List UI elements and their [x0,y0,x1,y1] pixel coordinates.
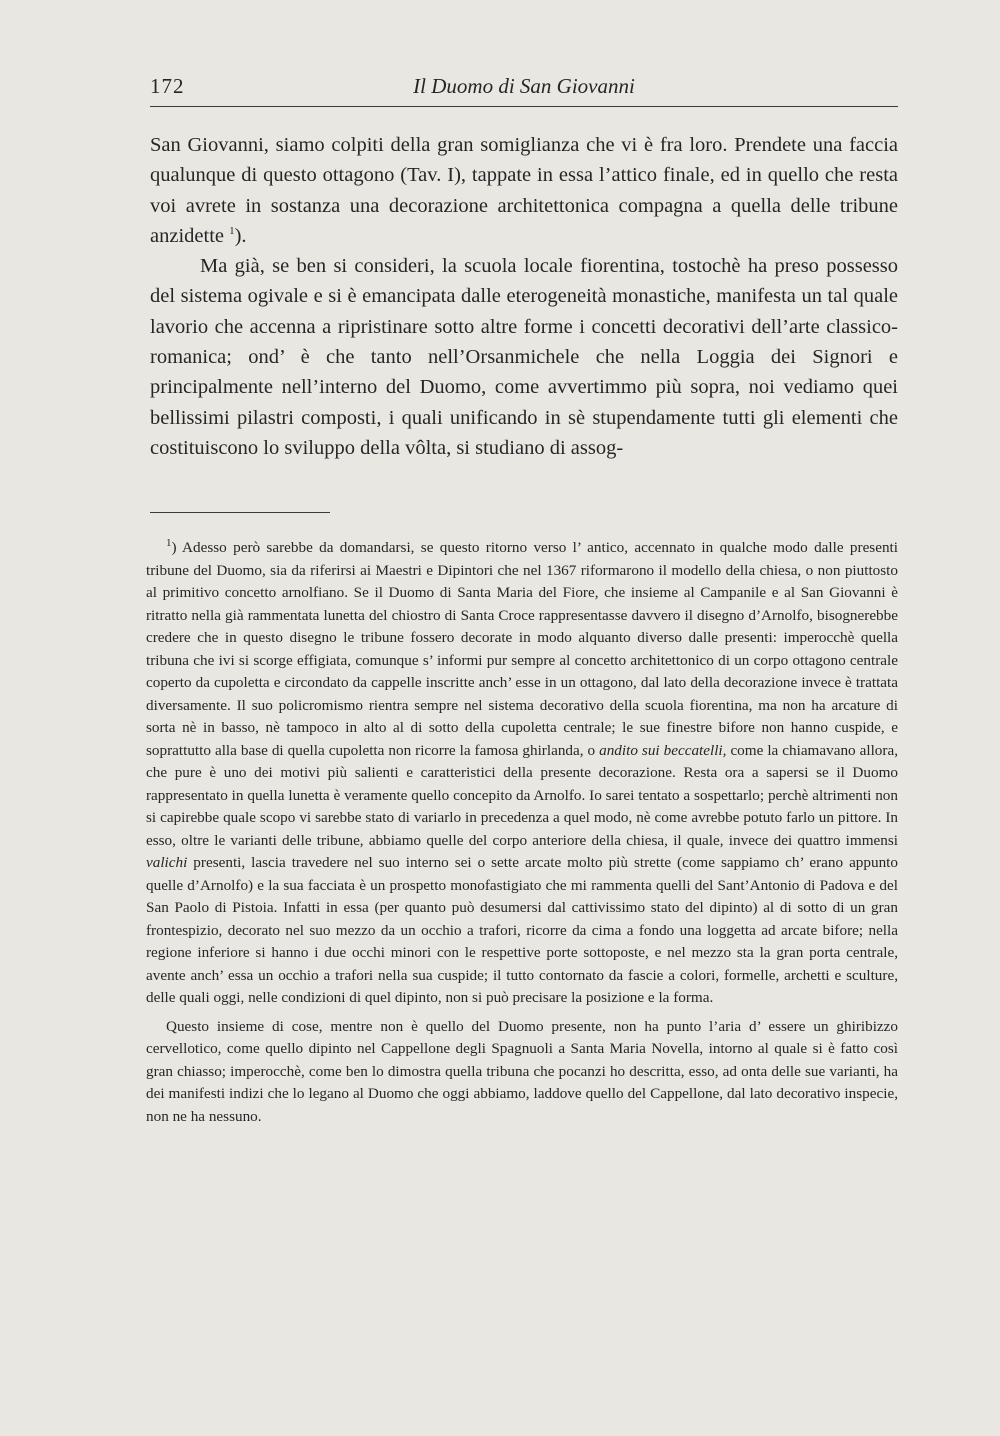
page-number: 172 [150,74,185,98]
footnote-continuation: Questo insieme di cose, mentre non è quello del Duomo presente, non ha punto l’aria d’ essere un ghiribizzo cervellotico, come quello dipinto nel Cappellone degli Spagnuoli a Santa Maria Novella, intorno al quale si è fatto così gran chiasso; imperocchè, come ben lo dimostra quella tribuna che pocanzi ho descritta, esso, ad onta delle sue varianti, ha dei manifesti indizi che lo legano al Duomo che oggi abbiamo, laddove quello del Cappellone, dal lato decorativo inspecie, non ne ha nessuno. [146,1017,898,1125]
footnote-section [146,537,898,1128]
footnote-italic-2: valichi [146,854,188,871]
footnote-reference: 1 [229,225,235,238]
footnote-text-part-3: presenti, lascia travedere nel suo interno sei o sette arcate molto più strette (come sappiamo ch’ erano appunto quelle d’Arnolfo) e la sua facciata è un prospetto monofastigiato che mi rammenta quelli del Sant’Antonio di Padova e del San Paolo di Pistoia. Infatti in essa (per quanto può desumersi dal cattivissimo stato del dipinto) al di sotto di un gran frontespizio, decorato nel suo mezzo da un occhio a trafori, ricorre da cima a fondo una loggetta ad arcate bifore; nella regione inferiore si hanno i due occhi minori con le respettive porte sottoposte, e nel mezzo sta la gran porta centrale, avente anch’ essa un occhio a trafori nella sua cuspide; il tutto contornato da fascie a colori, formelle, archetti e sculture, delle quali oggi, nelle condizioni di quel dipinto, non si può precisare la posizione e la forma. [146,854,898,1006]
body-paragraph-1 [150,130,898,251]
body-paragraph-1-text: San Giovanni, siamo colpiti della gran somiglianza che vi è fra loro. Prendete una faccia qualunque di questo ottagono (Tav. I), tappate in essa l’attico finale, ed in quello che resta voi avrete in sostanza una decorazione architettonica compagna a quella delle tribune anzidette [150,134,898,247]
body-paragraph-2: Ma già, se ben si consideri, la scuola locale fiorentina, tostochè ha preso possesso del sistema ogivale e si è emancipata dalle eterogeneità monastiche, manifesta un tal quale lavorio che accenna a ripristinare sotto altre forme i concetti decorativi dell’arte classico-romanica; ond’ è che tanto nell’Orsanmichele che nella Loggia dei Signori e principalmente nell’interno del Duomo, come avvertimmo più sopra, noi vediamo quei bellissimi pilastri composti, i quali unificando in sè stupendamente tutti gli elementi che costituiscono lo sviluppo della vôlta, si studiano di assog- [150,255,898,459]
body-paragraph-1-end: ). [234,224,247,247]
footnote-marker: 1 [166,536,172,549]
footnote-divider [150,512,330,513]
footnote-1 [146,537,898,1010]
main-text [150,130,898,463]
footnote-text-part-1: ) Adesso però sarebbe da domandarsi, se questo ritorno verso l’ antico, accennato in qualche modo dalle presenti tribune del Duomo, sia da riferirsi ai Maestri e Dipintori che nel 1367 riformarono il modello della chiesa, o non piuttosto al primitivo concetto arnolfiano. Se il Duomo di Santa Maria del Fiore, che insieme al Campanile e al San Giovanni è ritratto nella già rammentata lunetta del chiostro di Santa Croce rappresentasse davvero il disegno d’Arnolfo, bisognerebbe credere che in questo disegno le tribune fossero decorate in modo alquanto diverso dalle presenti: imperocchè quella tribuna che ivi si scorge effigiata, comunque s’ informi pur sempre al concetto architettonico di un corpo ottagono centrale coperto da cupoletta e circondato da cappelle inscritte anch’ esse in un ottagono, dal lato della decorazione invece è trattata diversamente. Il suo policromismo rientra sempre nel sistema decorativo della scuola fiorentina, ma non ha arcature di sorta nè in basso, nè tampoco in alto al di sotto della cupoletta centrale; le sue finestre bifore non hanno cuspide, e soprattutto alla base di quella cupoletta non ricorre la famosa ghirlanda, o [146,539,898,759]
running-title: Il Duomo di San Giovanni [413,74,635,98]
running-header [150,72,898,107]
footnote-italic-1: andito sui beccatelli, [599,741,727,759]
footnote-text-part-2: come la chiamavano allora, che pure è uno dei motivi più salienti e caratteristici della presente decorazione. Resta ora a sapersi se il Duomo rappresentato in quella lunetta è veramente quello concepito da Arnolfo. Io sarei tentato a sospettarlo; perchè altrimenti non si capirebbe quale scopo vi sarebbe stato di variarlo in precedenza a quel modo, nè come avrebbe potuto farlo un pittore. In esso, oltre le varianti delle tribune, abbiamo quelle del corpo anteriore della chiesa, il quale, invece dei quattro immensi [146,741,898,849]
